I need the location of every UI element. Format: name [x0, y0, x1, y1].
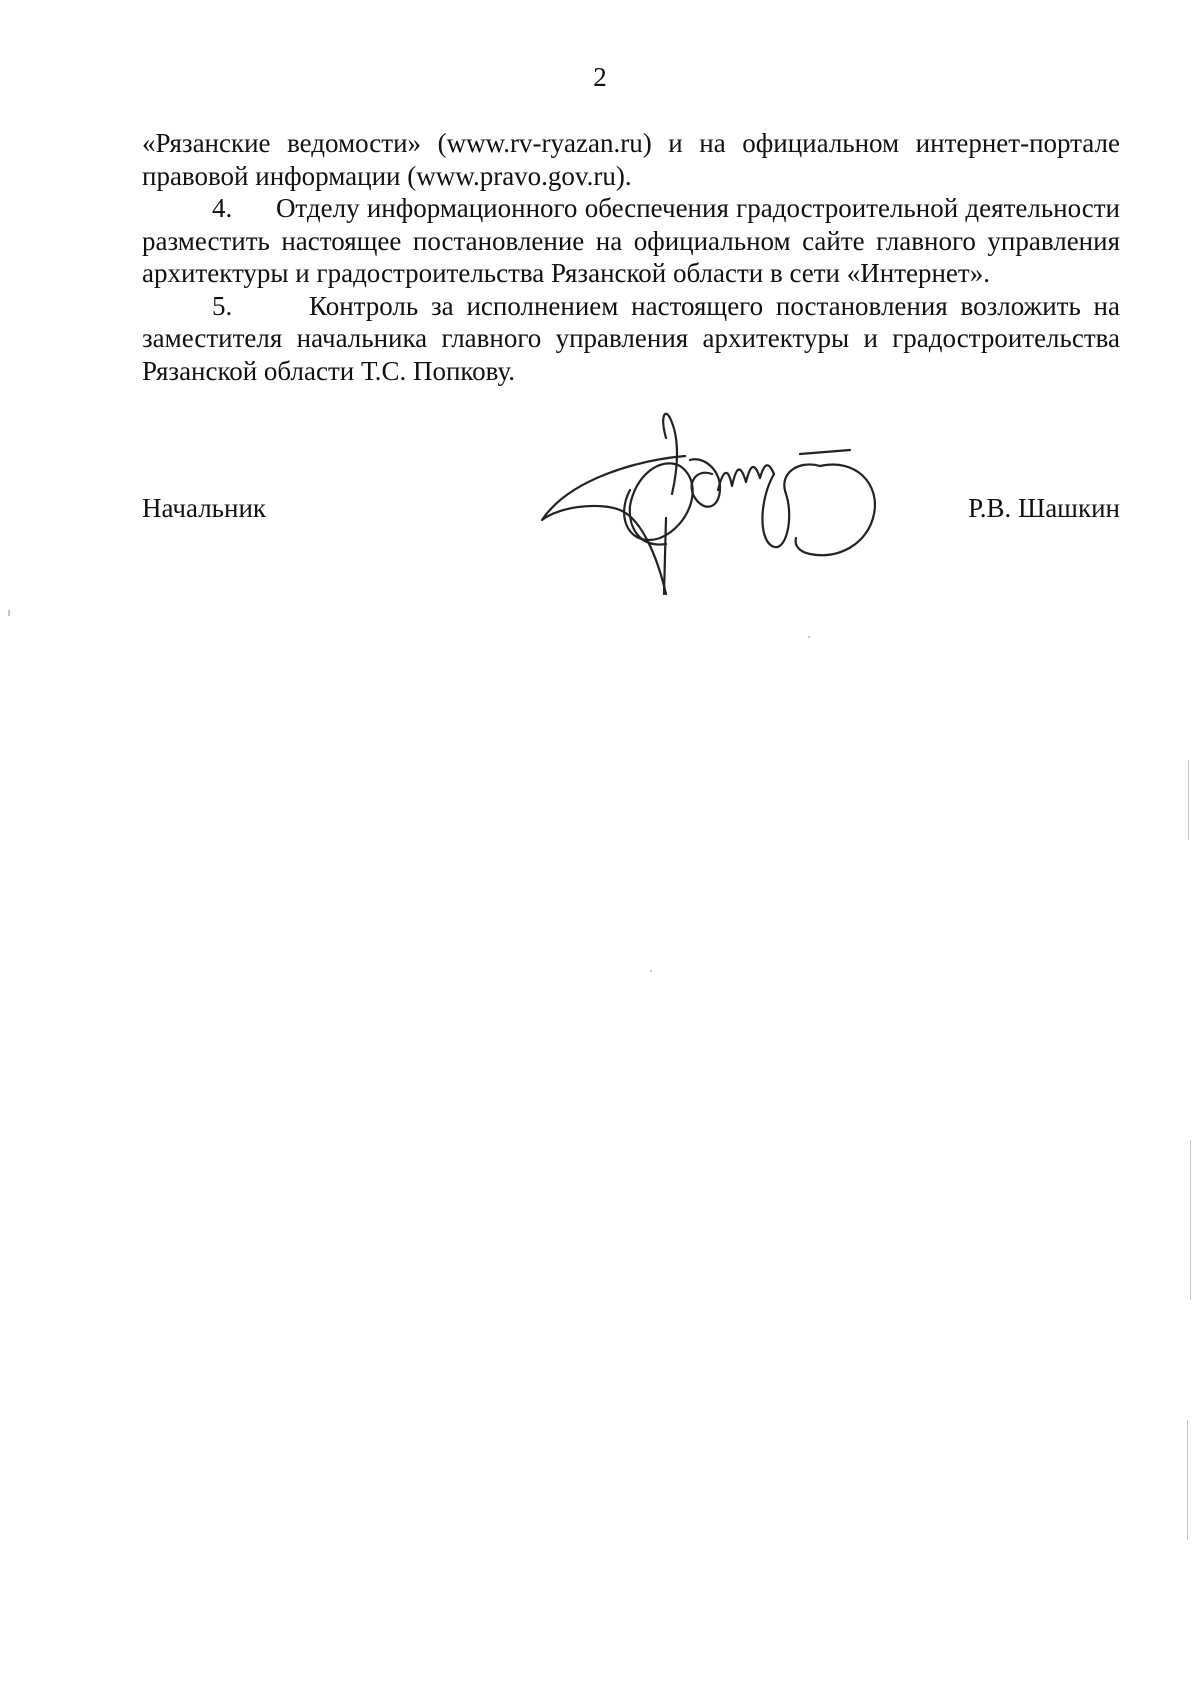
document-body	[142, 127, 1120, 387]
scan-dust-mark	[650, 970, 652, 972]
signatory-name: Р.В. Шашкин	[968, 493, 1120, 523]
paragraph-item-5: 5. Контроль за исполнением настоящего постановления возложить на заместителя начальника главного управления архитектуры и градостроительства Рязанской области Т.С. Попкову.	[142, 290, 1120, 386]
handwritten-signature	[520, 398, 920, 598]
signatory-title: Начальник	[142, 493, 267, 523]
scan-edge-mark	[1190, 1140, 1191, 1300]
paragraph-continuation: «Рязанские ведомости» (www.rv-ryazan.ru) и на официальном интернет-портале правовой информации (www.pravo.gov.ru).	[142, 128, 1120, 191]
scan-edge-mark	[1188, 760, 1189, 840]
scan-edge-mark	[1187, 1420, 1188, 1540]
scan-edge-mark	[8, 610, 10, 616]
paragraph-item-4: 4. Отделу информационного обеспечения градостроительной деятельности разместить настоящее постановление на официальном сайте главного управления архитектуры и градостроительства Рязанской области в сети «Интернет».	[142, 193, 1120, 288]
page-number: 2	[593, 62, 607, 92]
scan-dust-mark	[808, 636, 810, 638]
